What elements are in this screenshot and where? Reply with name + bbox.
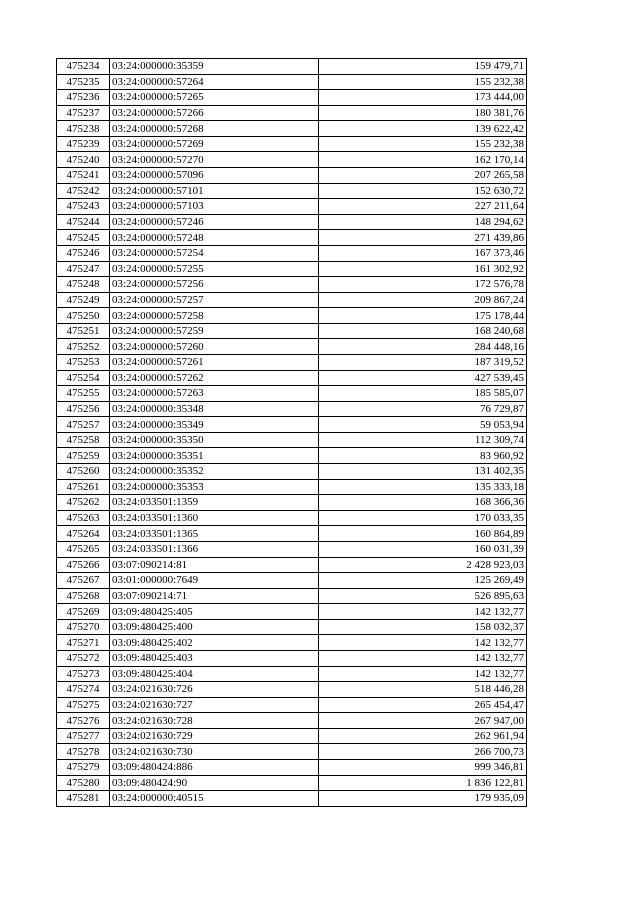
cadastral-number-cell: 03:24:033501:1359 [110, 495, 319, 511]
table-row [57, 728, 527, 744]
table-row [57, 105, 527, 121]
row-number-cell: 475242 [57, 183, 110, 199]
value-cell: 284 448,16 [319, 339, 527, 355]
table-row [57, 59, 527, 75]
value-cell: 155 232,38 [319, 136, 527, 152]
cadastral-number-cell: 03:24:000000:57256 [110, 277, 319, 293]
cadastral-number-cell: 03:24:033501:1366 [110, 541, 319, 557]
table-row [57, 682, 527, 698]
cadastral-number-cell: 03:24:000000:35353 [110, 479, 319, 495]
cadastral-number-cell: 03:09:480424:90 [110, 775, 319, 791]
cadastral-number-cell: 03:09:480425:402 [110, 635, 319, 651]
row-number-cell: 475260 [57, 464, 110, 480]
table-row [57, 277, 527, 293]
row-number-cell: 475274 [57, 682, 110, 698]
row-number-cell: 475237 [57, 105, 110, 121]
row-number-cell: 475253 [57, 354, 110, 370]
cadastral-number-cell: 03:24:021630:729 [110, 728, 319, 744]
cadastral-number-cell: 03:24:000000:57255 [110, 261, 319, 277]
table-row [57, 230, 527, 246]
cadastral-number-cell: 03:24:000000:57103 [110, 199, 319, 215]
cadastral-number-cell: 03:24:000000:57259 [110, 323, 319, 339]
row-number-cell: 475235 [57, 74, 110, 90]
value-cell: 209 867,24 [319, 292, 527, 308]
value-cell: 267 947,00 [319, 713, 527, 729]
value-cell: 262 961,94 [319, 728, 527, 744]
table-row [57, 136, 527, 152]
value-cell: 185 585,07 [319, 386, 527, 402]
table-row [57, 526, 527, 542]
cadastral-number-cell: 03:24:000000:57269 [110, 136, 319, 152]
table-row [57, 308, 527, 324]
cadastral-number-cell: 03:24:000000:57262 [110, 370, 319, 386]
value-cell: 180 381,76 [319, 105, 527, 121]
row-number-cell: 475261 [57, 479, 110, 495]
value-cell: 1 836 122,81 [319, 775, 527, 791]
row-number-cell: 475250 [57, 308, 110, 324]
cadastral-number-cell: 03:24:000000:57254 [110, 245, 319, 261]
value-cell: 142 132,77 [319, 635, 527, 651]
value-cell: 142 132,77 [319, 650, 527, 666]
cadastral-number-cell: 03:24:033501:1360 [110, 510, 319, 526]
row-number-cell: 475271 [57, 635, 110, 651]
row-number-cell: 475269 [57, 604, 110, 620]
table-row [57, 464, 527, 480]
row-number-cell: 475265 [57, 541, 110, 557]
row-number-cell: 475258 [57, 432, 110, 448]
value-cell: 152 630,72 [319, 183, 527, 199]
table-row [57, 713, 527, 729]
cadastral-number-cell: 03:07:090214:81 [110, 557, 319, 573]
table-row [57, 650, 527, 666]
row-number-cell: 475256 [57, 401, 110, 417]
cadastral-number-cell: 03:24:000000:57270 [110, 152, 319, 168]
cadastral-number-cell: 03:24:000000:57266 [110, 105, 319, 121]
table-row [57, 323, 527, 339]
table-row [57, 386, 527, 402]
row-number-cell: 475248 [57, 277, 110, 293]
table-row [57, 292, 527, 308]
value-cell: 168 366,36 [319, 495, 527, 511]
value-cell: 167 373,46 [319, 245, 527, 261]
row-number-cell: 475240 [57, 152, 110, 168]
table-row [57, 635, 527, 651]
table-row [57, 168, 527, 184]
table-row [57, 573, 527, 589]
value-cell: 227 211,64 [319, 199, 527, 215]
value-cell: 187 319,52 [319, 354, 527, 370]
value-cell: 207 265,58 [319, 168, 527, 184]
row-number-cell: 475252 [57, 339, 110, 355]
row-number-cell: 475243 [57, 199, 110, 215]
value-cell: 526 895,63 [319, 588, 527, 604]
table-row [57, 588, 527, 604]
row-number-cell: 475279 [57, 760, 110, 776]
row-number-cell: 475246 [57, 245, 110, 261]
cadastral-number-cell: 03:24:000000:35348 [110, 401, 319, 417]
value-cell: 168 240,68 [319, 323, 527, 339]
value-cell: 170 033,35 [319, 510, 527, 526]
cadastral-number-cell: 03:09:480425:400 [110, 619, 319, 635]
value-cell: 999 346,81 [319, 760, 527, 776]
table-row [57, 417, 527, 433]
cadastral-number-cell: 03:07:090214:71 [110, 588, 319, 604]
row-number-cell: 475251 [57, 323, 110, 339]
cadastral-number-cell: 03:09:480425:403 [110, 650, 319, 666]
row-number-cell: 475273 [57, 666, 110, 682]
row-number-cell: 475267 [57, 573, 110, 589]
row-number-cell: 475257 [57, 417, 110, 433]
value-cell: 139 622,42 [319, 121, 527, 137]
value-cell: 160 864,89 [319, 526, 527, 542]
row-number-cell: 475278 [57, 744, 110, 760]
value-cell: 142 132,77 [319, 666, 527, 682]
table-row [57, 245, 527, 261]
table-row [57, 339, 527, 355]
value-cell: 158 032,37 [319, 619, 527, 635]
value-cell: 160 031,39 [319, 541, 527, 557]
table-row [57, 760, 527, 776]
row-number-cell: 475281 [57, 791, 110, 807]
row-number-cell: 475277 [57, 728, 110, 744]
value-cell: 173 444,00 [319, 90, 527, 106]
row-number-cell: 475245 [57, 230, 110, 246]
table-row [57, 495, 527, 511]
value-cell: 76 729,87 [319, 401, 527, 417]
cadastral-number-cell: 03:24:000000:57257 [110, 292, 319, 308]
table-row [57, 479, 527, 495]
value-cell: 518 446,28 [319, 682, 527, 698]
table-row [57, 557, 527, 573]
value-cell: 125 269,49 [319, 573, 527, 589]
table-row [57, 370, 527, 386]
table-row [57, 697, 527, 713]
cadastral-number-cell: 03:24:000000:57265 [110, 90, 319, 106]
value-cell: 112 309,74 [319, 432, 527, 448]
cadastral-number-cell: 03:24:000000:57264 [110, 74, 319, 90]
row-number-cell: 475249 [57, 292, 110, 308]
cadastral-number-cell: 03:24:021630:728 [110, 713, 319, 729]
value-cell: 271 439,86 [319, 230, 527, 246]
value-cell: 148 294,62 [319, 214, 527, 230]
cadastral-number-cell: 03:24:000000:57248 [110, 230, 319, 246]
row-number-cell: 475268 [57, 588, 110, 604]
table-row [57, 121, 527, 137]
value-cell: 159 479,71 [319, 59, 527, 75]
cadastral-number-cell: 03:24:000000:57260 [110, 339, 319, 355]
value-cell: 172 576,78 [319, 277, 527, 293]
table-row [57, 214, 527, 230]
cadastral-number-cell: 03:24:000000:57268 [110, 121, 319, 137]
value-cell: 162 170,14 [319, 152, 527, 168]
row-number-cell: 475280 [57, 775, 110, 791]
records-table [56, 58, 527, 807]
table-row [57, 791, 527, 807]
records-table-body [57, 59, 527, 807]
cadastral-number-cell: 03:09:480425:404 [110, 666, 319, 682]
table-row [57, 448, 527, 464]
row-number-cell: 475244 [57, 214, 110, 230]
cadastral-number-cell: 03:24:000000:57101 [110, 183, 319, 199]
row-number-cell: 475241 [57, 168, 110, 184]
row-number-cell: 475238 [57, 121, 110, 137]
table-row [57, 619, 527, 635]
table-row [57, 666, 527, 682]
cadastral-number-cell: 03:24:000000:57096 [110, 168, 319, 184]
row-number-cell: 475255 [57, 386, 110, 402]
table-row [57, 510, 527, 526]
cadastral-number-cell: 03:24:000000:35352 [110, 464, 319, 480]
row-number-cell: 475236 [57, 90, 110, 106]
row-number-cell: 475275 [57, 697, 110, 713]
cadastral-number-cell: 03:24:000000:40515 [110, 791, 319, 807]
row-number-cell: 475266 [57, 557, 110, 573]
cadastral-number-cell: 03:24:021630:727 [110, 697, 319, 713]
value-cell: 161 302,92 [319, 261, 527, 277]
value-cell: 135 333,18 [319, 479, 527, 495]
table-row [57, 354, 527, 370]
table-row [57, 74, 527, 90]
cadastral-number-cell: 03:09:480425:405 [110, 604, 319, 620]
table-row [57, 90, 527, 106]
cadastral-number-cell: 03:24:000000:35351 [110, 448, 319, 464]
cadastral-number-cell: 03:24:021630:726 [110, 682, 319, 698]
row-number-cell: 475262 [57, 495, 110, 511]
cadastral-number-cell: 03:24:000000:35350 [110, 432, 319, 448]
table-row [57, 432, 527, 448]
cadastral-number-cell: 03:09:480424:886 [110, 760, 319, 776]
table-row [57, 744, 527, 760]
cadastral-number-cell: 03:24:000000:57261 [110, 354, 319, 370]
table-row [57, 775, 527, 791]
cadastral-number-cell: 03:24:000000:57263 [110, 386, 319, 402]
value-cell: 266 700,73 [319, 744, 527, 760]
value-cell: 155 232,38 [319, 74, 527, 90]
value-cell: 179 935,09 [319, 791, 527, 807]
value-cell: 142 132,77 [319, 604, 527, 620]
row-number-cell: 475239 [57, 136, 110, 152]
value-cell: 83 960,92 [319, 448, 527, 464]
cadastral-number-cell: 03:24:000000:57258 [110, 308, 319, 324]
row-number-cell: 475270 [57, 619, 110, 635]
cadastral-number-cell: 03:24:000000:57246 [110, 214, 319, 230]
row-number-cell: 475276 [57, 713, 110, 729]
row-number-cell: 475247 [57, 261, 110, 277]
value-cell: 59 053,94 [319, 417, 527, 433]
row-number-cell: 475254 [57, 370, 110, 386]
row-number-cell: 475263 [57, 510, 110, 526]
row-number-cell: 475259 [57, 448, 110, 464]
cadastral-number-cell: 03:24:000000:35359 [110, 59, 319, 75]
value-cell: 175 178,44 [319, 308, 527, 324]
table-row [57, 261, 527, 277]
table-row [57, 604, 527, 620]
value-cell: 427 539,45 [319, 370, 527, 386]
value-cell: 131 402,35 [319, 464, 527, 480]
table-row [57, 183, 527, 199]
row-number-cell: 475264 [57, 526, 110, 542]
row-number-cell: 475272 [57, 650, 110, 666]
cadastral-number-cell: 03:01:000000:7649 [110, 573, 319, 589]
value-cell: 2 428 923,03 [319, 557, 527, 573]
cadastral-number-cell: 03:24:000000:35349 [110, 417, 319, 433]
row-number-cell: 475234 [57, 59, 110, 75]
cadastral-number-cell: 03:24:021630:730 [110, 744, 319, 760]
table-row [57, 541, 527, 557]
table-row [57, 152, 527, 168]
value-cell: 265 454,47 [319, 697, 527, 713]
table-row [57, 199, 527, 215]
table-row [57, 401, 527, 417]
cadastral-number-cell: 03:24:033501:1365 [110, 526, 319, 542]
